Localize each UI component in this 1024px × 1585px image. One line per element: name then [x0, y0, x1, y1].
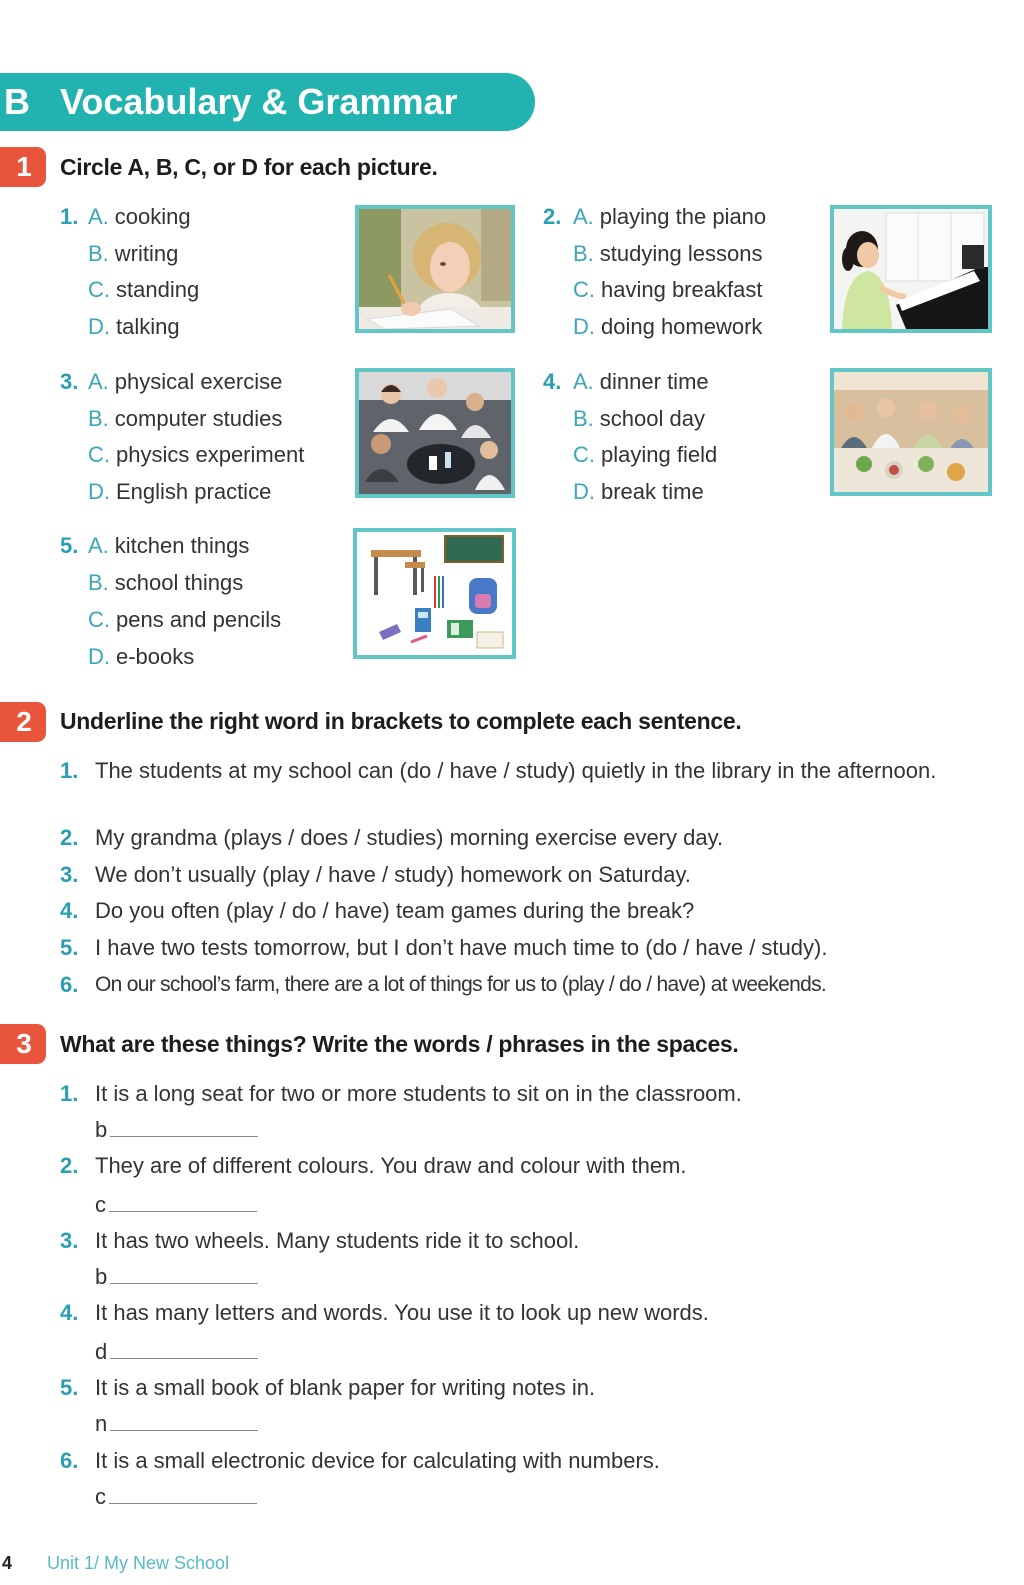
item-text: The students at my school can (do / have / study) quietly in the library in the afternoon. — [95, 758, 937, 783]
answer-hint-letter: b — [95, 1264, 108, 1289]
item-number: 1. — [60, 1081, 79, 1106]
item-number: 6. — [60, 1448, 79, 1473]
answer-hint-letter: d — [95, 1339, 108, 1364]
item-text: I have two tests tomorrow, but I don’t have much time to (do / have / study). — [95, 935, 828, 960]
question-number: 1. — [60, 204, 79, 229]
item-text: It is a small book of blank paper for writing notes in. — [95, 1375, 596, 1400]
option-b[interactable] — [88, 401, 304, 438]
option-letter: A. — [88, 204, 109, 229]
option-letter: B. — [88, 240, 109, 266]
answer-line — [95, 1114, 258, 1146]
option-letter: C. — [573, 277, 595, 302]
option-text: cooking — [114, 204, 191, 229]
option-a[interactable] — [88, 199, 199, 236]
option-d[interactable] — [573, 309, 766, 346]
item-number: 1. — [60, 758, 79, 783]
options-list — [88, 199, 199, 345]
exercise-1-badge: 1 — [0, 147, 46, 187]
option-letter: D. — [88, 644, 110, 669]
option-text: standing — [116, 277, 200, 302]
option-b[interactable] — [88, 564, 281, 601]
item-text: It is a long seat for two or more students to sit on in the classroom. — [95, 1081, 742, 1106]
answer-blank[interactable] — [109, 1192, 257, 1212]
question-number: 4. — [543, 369, 562, 394]
item-number: 3. — [60, 862, 79, 887]
option-text: playing the piano — [599, 204, 767, 229]
option-c[interactable] — [88, 272, 199, 309]
option-c[interactable] — [88, 437, 304, 474]
option-letter: C. — [573, 442, 595, 467]
section-letter: B — [4, 81, 30, 122]
answer-hint-letter: c — [95, 1484, 106, 1509]
option-text: English practice — [116, 478, 272, 504]
option-text: school things — [114, 570, 244, 595]
options-list — [573, 364, 717, 510]
item-text: They are of different colours. You draw and colour with them. — [95, 1153, 687, 1178]
option-a[interactable] — [88, 364, 304, 401]
option-text: computer studies — [114, 405, 283, 431]
school-things-picture — [353, 528, 516, 659]
section-banner — [0, 73, 535, 131]
answer-line — [95, 1336, 258, 1368]
option-letter: A. — [88, 533, 109, 558]
option-letter: A. — [88, 369, 109, 394]
item-number: 4. — [60, 1300, 79, 1325]
option-a[interactable] — [88, 527, 281, 564]
science-class-picture — [355, 368, 515, 498]
options-list — [573, 199, 766, 345]
question-number: 5. — [60, 533, 79, 558]
exercise-1-instruction: Circle A, B, C, or D for each picture. — [60, 154, 438, 180]
answer-blank[interactable] — [110, 1264, 258, 1284]
option-c[interactable] — [573, 437, 717, 474]
option-c[interactable] — [88, 601, 281, 638]
option-text: e-books — [116, 644, 195, 669]
option-letter: B. — [88, 405, 109, 431]
option-d[interactable] — [88, 638, 281, 675]
option-text: studying lessons — [599, 240, 763, 266]
question-number: 3. — [60, 369, 79, 394]
option-c[interactable] — [573, 272, 766, 309]
answer-blank[interactable] — [109, 1484, 257, 1504]
option-text: school day — [599, 405, 705, 431]
option-letter: A. — [573, 369, 594, 394]
item-number: 3. — [60, 1228, 79, 1253]
exercise-3-instruction: What are these things? Write the words / phrases in the spaces. — [60, 1031, 739, 1057]
option-text: writing — [114, 240, 179, 266]
item-text: We don’t usually (play / have / study) homework on Saturday. — [95, 862, 691, 887]
section-title: Vocabulary & Grammar — [60, 81, 458, 122]
option-text: break time — [601, 478, 704, 504]
option-letter: B. — [88, 570, 109, 595]
answer-hint-letter: b — [95, 1117, 108, 1142]
option-letter: D. — [88, 478, 110, 504]
option-letter: B. — [573, 240, 594, 266]
item-number: 2. — [60, 1153, 79, 1178]
option-letter: C. — [88, 607, 110, 632]
option-d[interactable] — [88, 474, 304, 511]
option-letter: B. — [573, 405, 594, 431]
answer-blank[interactable] — [110, 1339, 258, 1359]
options-list — [88, 527, 281, 675]
exercise-2-badge: 2 — [0, 702, 46, 742]
answer-line — [95, 1261, 258, 1293]
option-text: playing field — [601, 442, 718, 467]
girl-piano-picture — [830, 205, 992, 333]
girl-writing-picture — [355, 205, 515, 333]
option-a[interactable] — [573, 364, 717, 401]
exercise-3-badge: 3 — [0, 1024, 46, 1064]
item-number: 5. — [60, 1375, 79, 1400]
option-text: doing homework — [601, 313, 763, 339]
option-b[interactable] — [88, 236, 199, 273]
option-letter: C. — [88, 442, 110, 467]
option-letter: C. — [88, 277, 110, 302]
option-text: having breakfast — [601, 277, 763, 302]
answer-line — [95, 1481, 257, 1513]
option-letter: D. — [573, 478, 595, 504]
item-text: It has many letters and words. You use it to look up new words. — [95, 1300, 709, 1325]
exercise-2-instruction: Underline the right word in brackets to complete each sentence. — [60, 708, 742, 734]
option-b[interactable] — [573, 236, 766, 273]
item-number: 2. — [60, 825, 79, 850]
option-text: physical exercise — [114, 369, 283, 394]
answer-line — [95, 1189, 257, 1221]
family-dinner-picture — [830, 368, 992, 496]
options-list — [88, 364, 304, 510]
answer-hint-letter: n — [95, 1411, 108, 1436]
item-text: It has two wheels. Many students ride it to school. — [95, 1228, 580, 1253]
unit-title: Unit 1/ My New School — [47, 1553, 230, 1573]
option-text: kitchen things — [114, 533, 250, 558]
option-d[interactable] — [88, 309, 199, 346]
item-text: On our school’s farm, there are a lot of things for us to (play / do / have) at weekends. — [95, 973, 827, 996]
question-number: 2. — [543, 204, 562, 229]
item-text: It is a small electronic device for calculating with numbers. — [95, 1448, 660, 1473]
item-number: 6. — [60, 972, 79, 997]
option-d[interactable] — [573, 474, 717, 511]
answer-line — [95, 1408, 258, 1440]
option-text: dinner time — [599, 369, 709, 394]
item-number: 5. — [60, 935, 79, 960]
page-number: 4 — [2, 1553, 13, 1573]
option-b[interactable] — [573, 401, 717, 438]
option-a[interactable] — [573, 199, 766, 236]
answer-blank[interactable] — [110, 1117, 258, 1137]
option-text: talking — [116, 313, 180, 339]
option-text: physics experiment — [116, 442, 305, 467]
answer-hint-letter: c — [95, 1192, 106, 1217]
item-number: 4. — [60, 898, 79, 923]
option-text: pens and pencils — [116, 607, 282, 632]
option-letter: D. — [88, 313, 110, 339]
item-text: My grandma (plays / does / studies) morning exercise every day. — [95, 825, 724, 850]
answer-blank[interactable] — [110, 1411, 258, 1431]
item-text: Do you often (play / do / have) team games during the break? — [95, 898, 695, 923]
option-letter: A. — [573, 204, 594, 229]
option-letter: D. — [573, 313, 595, 339]
